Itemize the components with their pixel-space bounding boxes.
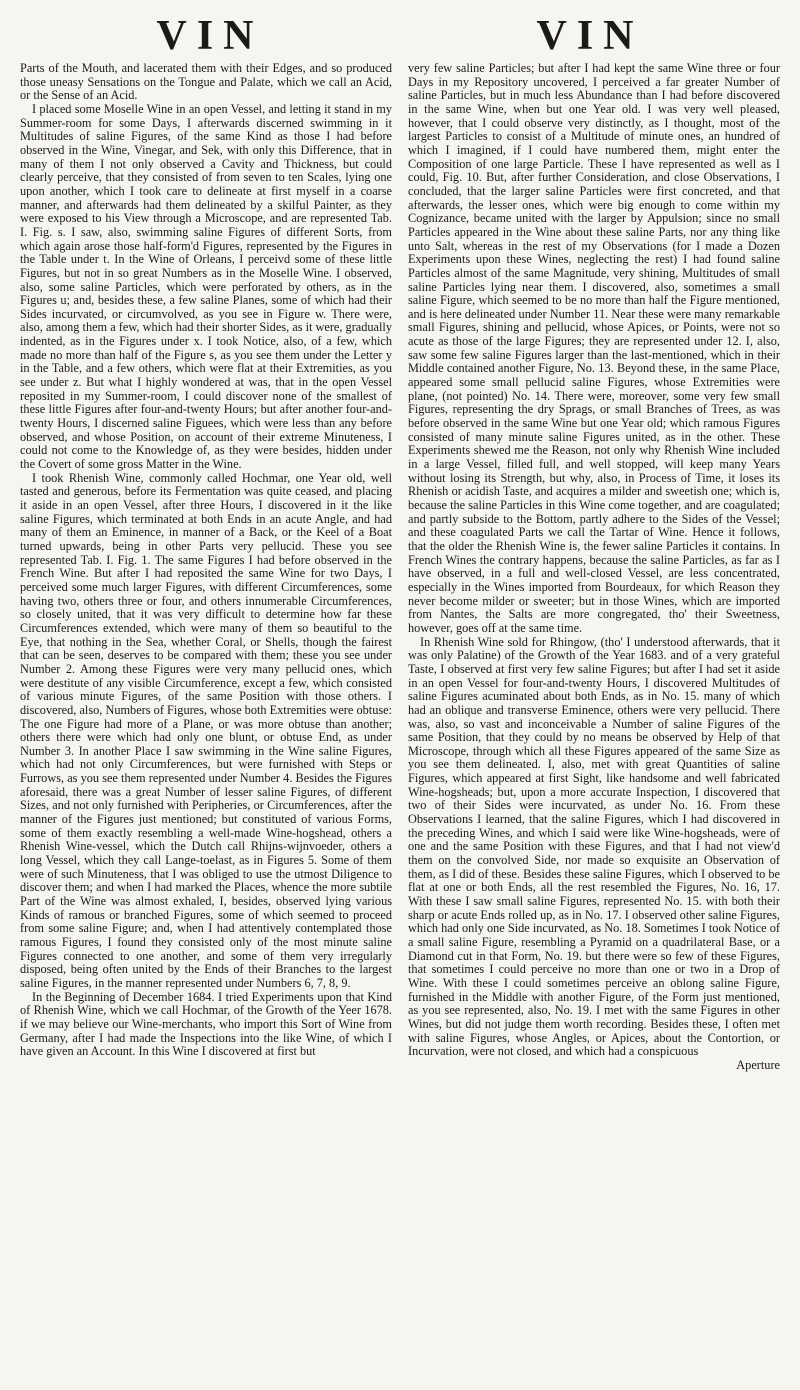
paragraph: Parts of the Mouth, and lacerated them with their Edges, and so produced those uneasy Sensations on the Tongue and Palate, which we call an Acid, or the Sense of an Acid.: [20, 62, 392, 103]
running-head: [20, 10, 780, 58]
paragraph: In Rhenish Wine sold for Rhingow, (tho' I understood afterwards, that it was only Palatine) of the Growth of the Year 1683. and of a very grateful Taste, I observed at first very few saline Figures; but after I had set it aside in an open Vessel for four-and-twenty Hours, I discovered Multitudes of saline Figures acuminated about both Ends, as in No. 15. many of which had an oblique and transverse Eminence, others were very pellucid. There was, also, so vast and inconceivable a Number of saline Figures of the same Position, that they could by no means be observed by Help of that Microscope, through which all these Figures appeared of the same Size as you see them delineated. I, also, met with great Quantities of saline Figures, which appeared at first Sight, like handsome and well fabricated Wine-hogsheads; but, upon a more accurate Inspection, I discovered that two of their Sides were incurvated, as under No. 16. From these Observations I learned, that the saline Figures, which I had discovered in the preceding Wines, and which I said were like Wine-hogsheads, were of one and the same Position with these Figures, and that I had not view'd them on the convolved Side, nor made so exquisite an Observation of them, as I did of these. Besides these saline Figures, which I observed to be flat at one or both Ends, all the rest resembled the Figures, No. 16, 17. With these I saw small saline Figures, represented No. 15. with both their sharp or acute Ends rolled up, as in No. 17. I observed other saline Figures, which had only one Side incurvated, as No. 18. Sometimes I took Notice of a small saline Figure, resembling a Pyramid on a quadrilateral Base, or a Diamond cut in that Form, No. 19. but there were so few of these Figures, that sometimes I could perceive no more than one or two in a Drop of Wine. With these I could sometimes perceive an oblong saline Figure, furnished in the Middle with another Figure, of the Form just mentioned, as you see represented, also, No. 19. I met with the same Figures in other Wines, but did not judge them worth recording. Besides these, I often met with saline Figures, whose Angles, or Apices, about the Contortion, or Incurvation, were not closed, and which had a conspicuous: [408, 634, 780, 1059]
running-head-right: VIN: [536, 13, 644, 59]
text-columns: [20, 62, 780, 1384]
paragraph: I placed some Moselle Wine in an open Vessel, and letting it stand in my Summer-room for some Days, I afterwards discerned swimming in it Multitudes of saline Figures, of the same Kind as those I had before observed in the Wine, Vinegar, and Sek, with only this Difference, that in many of them I not only observed a Cavity and Thickness, but could clearly perceive, that they consisted of from seven to ten Scales, lying one upon another, which I took care to delineate at first myself in a coarse manner, and afterwards had them delineated by a skilful Painter, as they were exposed to his View through a Microscope, and are represented Tab. I. Fig. s. I saw, also, swimming saline Figures of different Sorts, from which again arose those half-form'd Figures, represented by the Figures in the Table under t. In the Wine of Orleans, I perceivd some of these little Figures, but not in so great Numbers as in the Moselle Wine. I observed, also, some saline Particles, which were perforated by others, as in the Figures u; and, besides these, a few saline Planes, some of which had their Sides incurvated, or circumvolved, as you see in Figure w. There were, also, among them a few, which had their shorter Sides, as it were, gradually indented, as in the Figures under x. I took Notice, also, of a few, which made no more than half of the Figure s, as you see them under the Letter y in the Table, and a few others, which were flat at their Extremities, as you see under z. But what I highly wondered at was, that in the open Vessel reposited in my Summer-room, I could discover none of the smallest of these little Figures after four-and-twenty Hours; but after another four-and-twenty Hours, I discerned saline Figuees, which were less than any before observed, and whose Position, on account of their extreme Minuteness, I could not come to the Knowledge of, as they were besides, hidden under the Covert of some gross Matter in the Wine.: [20, 101, 392, 472]
paragraph: very few saline Particles; but after I had kept the same Wine three or four Days in my Repository uncovered, I perceived a far greater Number of saline Particles, but in much less Abundance than I had before discovered in the same Wine, when but one Year old. I was very well pleased, however, that I could observe very distinctly, as I thought, most of the largest Particles to consist of a Multitude of minute ones, an hundred of which I imagined, if I could have numbered them, might enter the Composition of one large Particle. These I have represented as well as I could, Fig. 10. But, after further Consideration, and close Observations, I concluded, that the larger saline Particles were first concreted, and that afterwards, the lesser ones, which were big enough to come within my Cognizance, became united with the larger by Appulsion; since no small Particles appeared in the Wine about these saline Parts, nor any thing like unto Salt, whereas in the rest of my Observations (for I made a Dozen Experiments upon these Wines, neglecting the rest) I had found saline Particles almost of the same Magnitude, very shining, Multitudes of small saline Particles lying near them. I discovered, also, sometimes a small saline Figure, which seemed to be no more than half the Figure mentioned, and is here delineated under Number 11. Near these were many remarkable small Figures, shining and pellucid, whose Apices, or Points, were not so acute as those of the large Figures; they are represented under 12. I, also, saw some few saline Figures larger than the last-mentioned, which in their Middle contained another Figure, No. 13. Beyond these, in the same Place, appeared some small pellucid saline Figures, whose Extremities were plane, (not pointed) No. 14. There were, moreover, some very few small Figures, representing the dry Sprags, or small Branches of Trees, as was before observed in the same Wine but one Year old; which ramous Figures consisted of many minute saline Figures united, as in the other. These Experiments shewed me the Reason, not only why Rhenish Wine included in a large Vessel, filled full, and well stopped, will keep many Years without losing its Strength, but why, also, in Process of Time, it loses its Rhenish or acidish Taste, and acquires a milder and sweetish one; which is, because the saline Particles in this Wine come together, and are coagulated; and partly subside to the Bottom, partly adhere to the Sides of the Vessel; and these coagulated Parts we call the Tartar of Wine. Hence it follows, that the older the Rhenish Wine is, the fewer saline Particles it contains. In French Wines the contrary happens, because the saline Particles, as far as I have observed, in a full and well-closed Vessel, are less concentrated, especially in the Wines imported from Bourdeaux, for which Reason they never become milder or sweeter; but in those Wines, which are imported from Nantes, the Salts are more congregated, tho' their Sweetness, however, goes off at the same time.: [408, 62, 780, 635]
left-column: [20, 62, 392, 1384]
catchword: Aperture: [736, 1057, 780, 1072]
paragraph: I took Rhenish Wine, commonly called Hochmar, one Year old, well tasted and generous, before its Fermentation was quite ceased, and placing it aside in an open Vessel, after three Hours, I discovered in it the like saline Figures, which terminated at both Ends in an acute Angle, and had many of them an Eminence, in manner of a Back, or the Keel of a Boat turned upwards, being in other Parts very pellucid. These you see represented Tab. I. Fig. 1. The same Figures I had before observed in the French Wine. But after I had reposited the same Wine for two Days, I perceived some much larger Figures, with different Circumferences, some having two, others three or four, and others innumerable Circumferences, so closely united, that it was very difficult to determine how far these Circumferences extended, which were many of them so beautiful to the Eye, that nothing in the Sea, whether Coral, or Shells, though the fairest that can be seen, deserves to be compared with them; these you see under Number 2. Among these Figures were very many pellucid ones, which were destitute of any visible Circumference, except a few, which consisted of various minute Figures, of the same Position with those others. I discovered, also, Numbers of Figures, whose both Extremities were obtuse: The one Figure had more of a Plane, or was more obtuse than another; others there were which had only one blunt, or obtuse End, as under Number 3. In another Place I saw swimming in the Wine saline Figures, which had not only Circumferences, but were furnished with Steps or Furrows, as you see them represented under Number 4. Besides the Figures aforesaid, there was a great Number of lesser saline Figures, of different Sizes, and not only furnished with Peripheries, or Circumferences, after the manner of the Figures just mentioned; but constituted of various Forms, some of them exactly resembling a well-made Wine-hogshead, others a Rhenish Wine-vessel, which the Dutch call Rhijns-wijnvoeder, others a long Vessel, which they call Lange-toelast, as in Figures 5. Some of them were of such Minuteness, that I was obliged to use the utmost Diligence to discover them; and when I had marked the Places, whence the more subtile Part of the Wine was almost exhaled, I, besides, observed lying various Kinds of ramous or branched Figures, some of which seemed to proceed from some saline Figure; and, when I had attentively contemplated those ramous Figures, I found they consisted only of the most minute saline Figures connected to one another, and some of them very irregularly disposed, being often united by the Ends of their Branches to the largest saline Figures, in the manner represented under Numbers 6, 7, 8, 9.: [20, 470, 392, 990]
running-head-left: VIN: [156, 13, 264, 59]
paragraph: In the Beginning of December 1684. I tried Experiments upon that Kind of Rhenish Wine, which we call Hochmar, of the Growth of the Yeer 1678. if we may believe our Wine-merchants, who import this Sort of Wine from Germany, after I had made the Inspections into the like Wine, of which I have given an Account. In this Wine I discovered at first but: [20, 989, 392, 1059]
right-column: [408, 62, 780, 1384]
